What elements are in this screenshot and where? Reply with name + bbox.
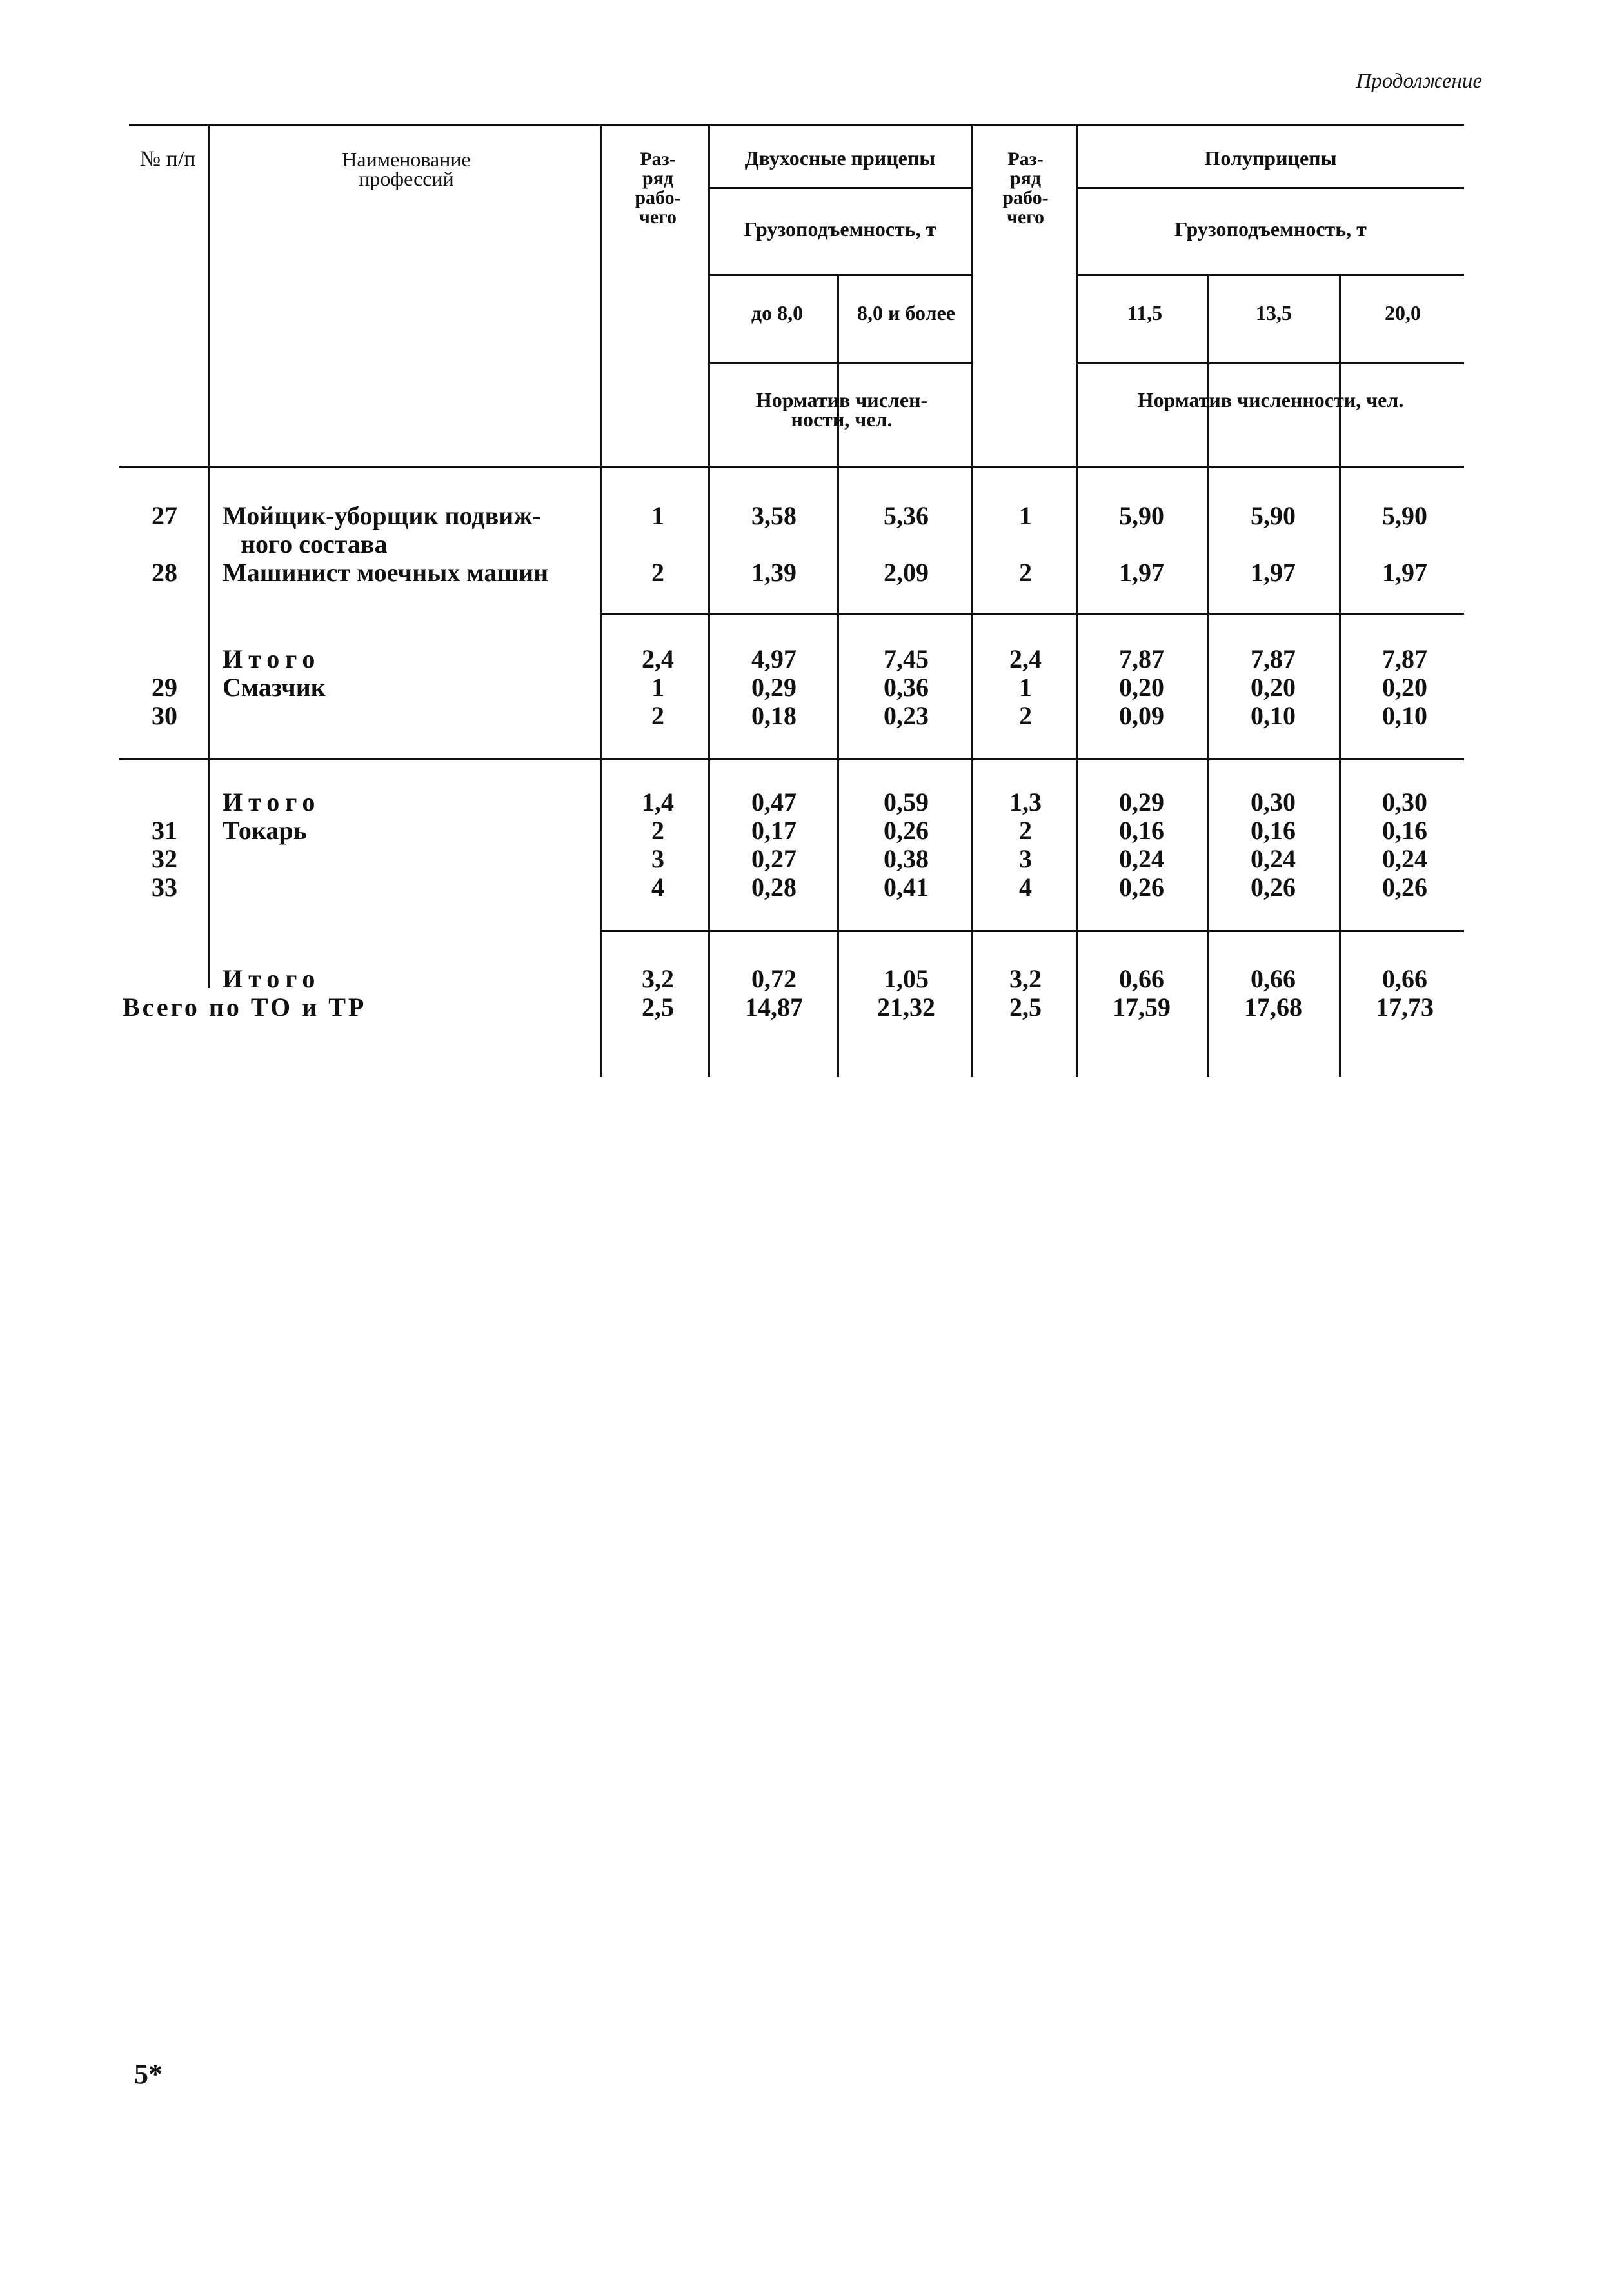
table-cell-s2: 0,20	[1251, 673, 1296, 702]
table-cell-rank2: 2	[1019, 816, 1032, 845]
table-cell-s1: 0,66	[1119, 964, 1164, 993]
grand-total-rank1: 2,5	[642, 993, 674, 1022]
header-semi-col2: 13,5	[1256, 301, 1292, 324]
table-cell-rank2: 3,2	[1009, 964, 1042, 993]
semi-title-rule	[1076, 187, 1464, 189]
table-cell-rank2: 1	[1019, 673, 1032, 702]
table-cell-t2: 0,38	[884, 844, 929, 873]
page-mark: 5*	[134, 2058, 163, 2090]
header-trailers-norm: Норматив числен- ности, чел.	[755, 388, 928, 431]
table-cell-n: 29	[152, 673, 177, 702]
table-cell-rank1: 1	[651, 673, 664, 702]
header-rank2: Раз- ряд рабо- чего	[1002, 148, 1049, 228]
table-cell-rank2: 2	[1019, 701, 1032, 730]
table-cell-t2: 0,41	[884, 873, 929, 902]
table-cell-t1: 0,18	[751, 701, 797, 730]
table-cell-s1: 0,20	[1119, 673, 1164, 702]
table-cell-name: Токарь	[223, 816, 307, 845]
header-trailers-col2: 8,0 и более	[857, 301, 955, 324]
col-divider-rank1	[708, 124, 710, 1077]
table-cell-t1: 0,47	[751, 788, 797, 817]
table-cell-name: Итого	[223, 964, 321, 993]
table-cell-s2: 0,16	[1251, 816, 1296, 845]
table-cell-t2: 0,59	[884, 788, 929, 817]
header-num: № п/п	[139, 147, 196, 171]
table-cell-t1: 0,29	[751, 673, 797, 702]
grand-total-s1: 17,59	[1113, 993, 1171, 1022]
table-top-rule	[129, 124, 1464, 126]
table-cell-s1: 0,09	[1119, 701, 1164, 730]
table-cell-rank1: 1,4	[642, 788, 674, 817]
table-cell-s3: 0,10	[1382, 701, 1427, 730]
table-cell-s1: 1,97	[1119, 558, 1164, 587]
table-cell-t1: 0,27	[751, 844, 797, 873]
table-cell-s3: 1,97	[1382, 558, 1427, 587]
table-cell-s3: 0,24	[1382, 844, 1427, 873]
table-cell-s1: 0,24	[1119, 844, 1164, 873]
table-cell-t2: 1,05	[884, 964, 929, 993]
table-cell-s2: 1,97	[1251, 558, 1296, 587]
grand-total-label: Всего по ТО и ТР	[123, 993, 367, 1022]
table-cell-t2: 7,45	[884, 644, 929, 673]
col-divider-name	[600, 124, 602, 1077]
header-semi-norm: Норматив численности, чел.	[1137, 388, 1404, 411]
table-cell-t2: 0,36	[884, 673, 929, 702]
table-cell-t1: 1,39	[751, 558, 797, 587]
header-trailers-title: Двухосные прицепы	[744, 146, 936, 170]
table-cell-name: Итого	[223, 788, 321, 817]
table-cell-t1: 0,17	[751, 816, 797, 845]
table-cell-s3: 0,30	[1382, 788, 1427, 817]
table-cell-rank1: 2	[651, 701, 664, 730]
table-cell-t2: 0,26	[884, 816, 929, 845]
table-cell-rank2: 1,3	[1009, 788, 1042, 817]
col-divider-num	[208, 124, 210, 988]
header-semi-title: Полуприцепы	[1204, 146, 1337, 170]
semi-capacity-rule	[1076, 274, 1464, 276]
table-cell-s1: 0,16	[1119, 816, 1164, 845]
table-cell-s2: 0,30	[1251, 788, 1296, 817]
header-rank1: Раз- ряд рабо- чего	[635, 148, 681, 228]
table-cell-s2: 7,87	[1251, 644, 1296, 673]
table-cell-t1: 3,58	[751, 501, 797, 530]
table-cell-rank1: 2,4	[642, 644, 674, 673]
col-divider-rank2	[1076, 124, 1078, 1077]
grand-total-rank2: 2,5	[1009, 993, 1042, 1022]
table-cell-name: ного состава	[241, 530, 388, 559]
header-semi-col3: 20,0	[1385, 301, 1421, 324]
table-cell-t2: 0,23	[884, 701, 929, 730]
grand-total-s2: 17,68	[1244, 993, 1302, 1022]
table-cell-rank1: 4	[651, 873, 664, 902]
table-cell-rank2: 4	[1019, 873, 1032, 902]
table-cell-s3: 5,90	[1382, 501, 1427, 530]
trailers-title-rule	[708, 187, 971, 189]
table-cell-n: 28	[152, 558, 177, 587]
table-cell-s2: 0,10	[1251, 701, 1296, 730]
table-cell-s3: 0,20	[1382, 673, 1427, 702]
table-cell-rank1: 3,2	[642, 964, 674, 993]
group-rule-3	[600, 930, 1464, 932]
grand-total-t2: 21,32	[877, 993, 935, 1022]
table-cell-rank2: 3	[1019, 844, 1032, 873]
group-rule-2	[119, 758, 1464, 760]
table-cell-s3: 7,87	[1382, 644, 1427, 673]
table-cell-s2: 0,66	[1251, 964, 1296, 993]
table-cell-t2: 2,09	[884, 558, 929, 587]
table-cell-s3: 0,66	[1382, 964, 1427, 993]
table-cell-s1: 0,26	[1119, 873, 1164, 902]
grand-total-t1: 14,87	[745, 993, 803, 1022]
semi-values-rule	[1076, 362, 1464, 364]
table-cell-name: Машинист моечных машин	[223, 558, 549, 587]
grand-total-s3: 17,73	[1376, 993, 1434, 1022]
trailers-values-rule	[708, 362, 971, 364]
table-cell-s1: 0,29	[1119, 788, 1164, 817]
table-cell-rank1: 2	[651, 816, 664, 845]
trailers-capacity-rule	[708, 274, 971, 276]
header-name: Наименование профессий	[342, 148, 471, 190]
table-cell-s3: 0,26	[1382, 873, 1427, 902]
col-divider-trailers-end	[971, 124, 973, 1077]
table-cell-s1: 7,87	[1119, 644, 1164, 673]
table-cell-rank2: 2	[1019, 558, 1032, 587]
table-cell-name: Мойщик-уборщик подвиж-	[223, 501, 541, 530]
table-cell-name: Смазчик	[223, 673, 326, 702]
table-cell-s2: 0,24	[1251, 844, 1296, 873]
table-cell-rank2: 2,4	[1009, 644, 1042, 673]
table-cell-rank2: 1	[1019, 501, 1032, 530]
continuation-label: Продолжение	[1356, 70, 1482, 93]
table-cell-name: Итого	[223, 644, 321, 673]
table-cell-s2: 5,90	[1251, 501, 1296, 530]
table-cell-t1: 0,72	[751, 964, 797, 993]
table-cell-t2: 5,36	[884, 501, 929, 530]
header-trailers-capacity: Грузоподъемность, т	[744, 217, 936, 241]
header-semi-capacity: Грузоподъемность, т	[1174, 217, 1367, 241]
table-cell-n: 33	[152, 873, 177, 902]
table-cell-n: 27	[152, 501, 177, 530]
table-cell-n: 32	[152, 844, 177, 873]
table-cell-n: 31	[152, 816, 177, 845]
table-cell-n: 30	[152, 701, 177, 730]
group-rule-1	[600, 613, 1464, 615]
table-cell-s1: 5,90	[1119, 501, 1164, 530]
header-bottom-rule	[119, 466, 1464, 468]
header-semi-col1: 11,5	[1127, 301, 1163, 324]
table-cell-s3: 0,16	[1382, 816, 1427, 845]
table-cell-t1: 4,97	[751, 644, 797, 673]
table-cell-rank1: 2	[651, 558, 664, 587]
header-trailers-col1: до 8,0	[751, 301, 804, 324]
table-cell-rank1: 3	[651, 844, 664, 873]
table-cell-t1: 0,28	[751, 873, 797, 902]
table-cell-rank1: 1	[651, 501, 664, 530]
table-cell-s2: 0,26	[1251, 873, 1296, 902]
